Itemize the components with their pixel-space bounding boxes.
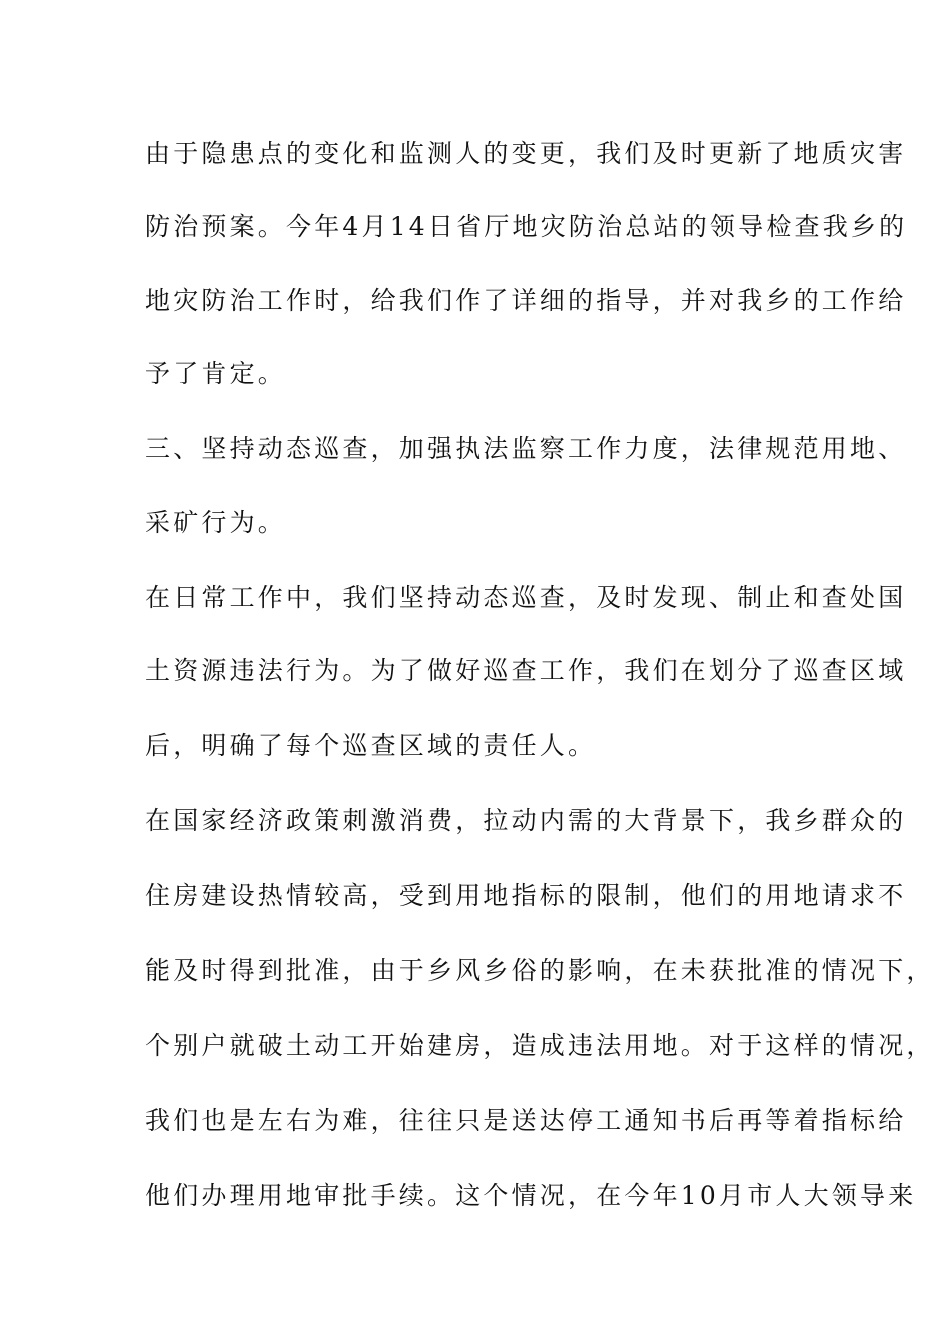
- text-line: 能及时得到批准，由于乡风乡俗的影响，在未获批准的情况下，: [145, 956, 935, 985]
- text-line: 住房建设热情较高，受到用地指标的限制，他们的用地请求不: [145, 881, 907, 910]
- text-line: 防治预案。今年4月14日省厅地灾防治总站的领导检查我乡的: [145, 212, 908, 241]
- text-line: 我们也是左右为难，往往只是送达停工通知书后再等着指标给: [145, 1106, 907, 1135]
- text-line: 他们办理用地审批手续。这个情况，在今年10月市人大领导来: [145, 1181, 917, 1210]
- text-line: 予了肯定。: [145, 359, 287, 388]
- section-heading: 三、坚持动态巡查，加强执法监察工作力度，法律规范用地、: [145, 434, 907, 463]
- text-line: 土资源违法行为。为了做好巡查工作，我们在划分了巡查区域: [145, 656, 907, 685]
- text-line: 后，明确了每个巡查区域的责任人。: [145, 731, 597, 760]
- text-line: 在日常工作中，我们坚持动态巡查，及时发现、制止和查处国: [145, 583, 907, 612]
- text-line: 地灾防治工作时，给我们作了详细的指导，并对我乡的工作给: [145, 286, 907, 315]
- text-line: 个别户就破土动工开始建房，造成违法用地。对于这样的情况，: [145, 1031, 935, 1060]
- text-line: 在国家经济政策刺激消费，拉动内需的大背景下，我乡群众的: [145, 806, 907, 835]
- text-line: 由于隐患点的变化和监测人的变更，我们及时更新了地质灾害: [145, 139, 907, 168]
- section-heading: 采矿行为。: [145, 508, 287, 537]
